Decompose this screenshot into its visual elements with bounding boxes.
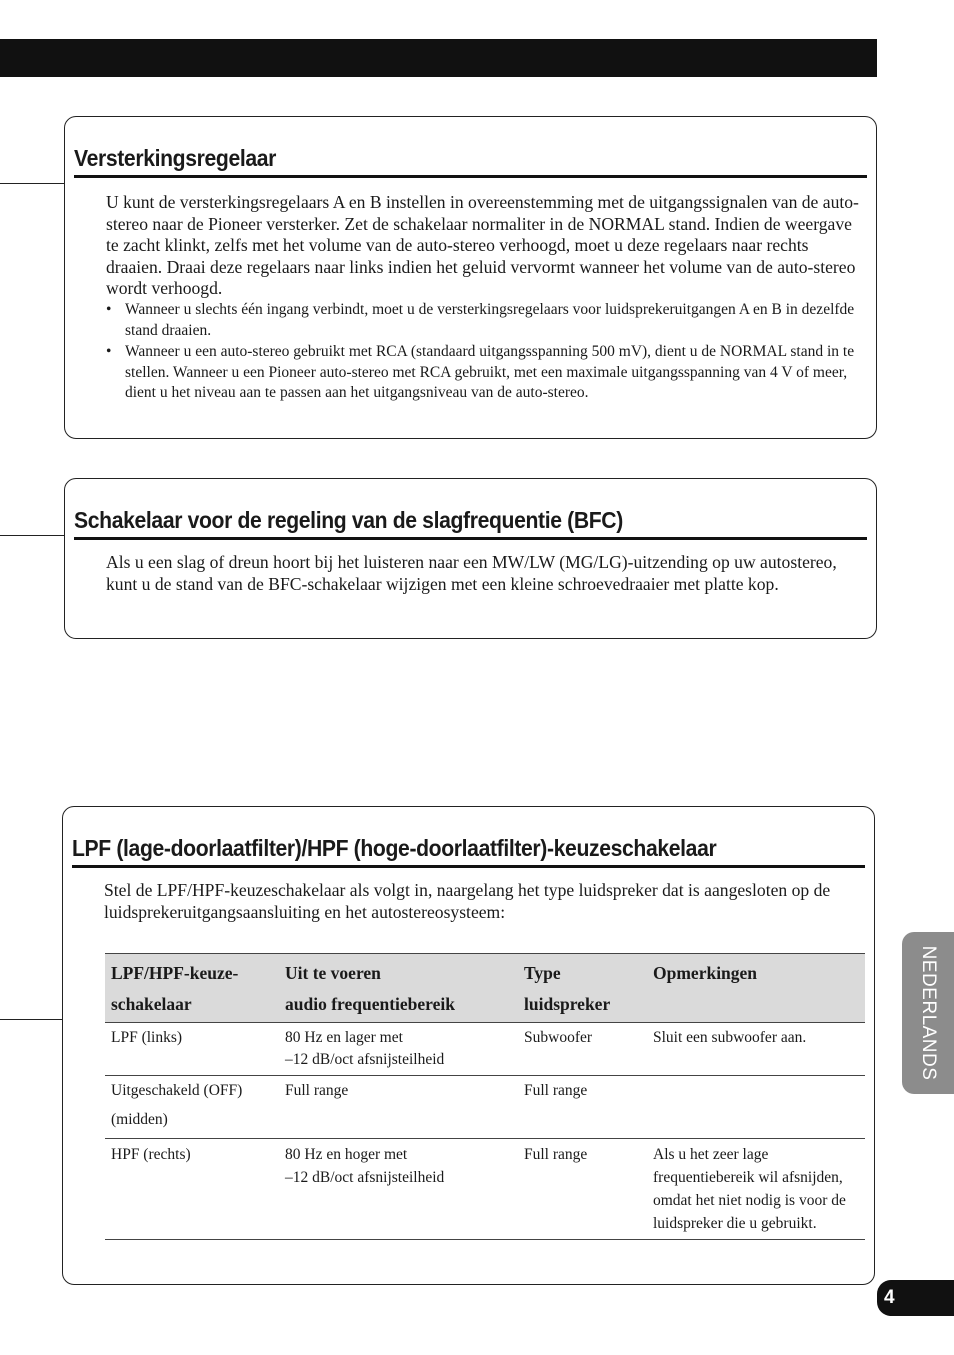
- table-row: [105, 1139, 865, 1240]
- section-bfc: [64, 478, 877, 639]
- table-cell: [647, 1076, 865, 1139]
- header-cell: LPF/HPF-keuze- schakelaar: [105, 954, 279, 1023]
- header-cell: Type luidspreker: [518, 954, 647, 1023]
- section-versterkingsregelaar: [64, 116, 877, 439]
- table-cell: Full range: [518, 1076, 647, 1139]
- table-cell: Full range: [279, 1076, 518, 1139]
- language-tab-label: NEDERLANDS: [918, 945, 939, 1081]
- language-tab: [902, 932, 954, 1094]
- table-cell: HPF (rechts): [105, 1139, 279, 1240]
- header-cell: Opmerkingen: [647, 954, 865, 1023]
- margin-line: [0, 535, 64, 536]
- spec-table: [105, 953, 865, 1240]
- table-row: [105, 1076, 865, 1139]
- header-cell: Uit te voeren audio frequentiebereik: [279, 954, 518, 1023]
- bullet-item: • Wanneer u een auto-stereo gebruikt met RCA (standaard uitgangsspanning 500 mV), dient u de NORMAL stand in te stellen. Wanneer u een Pioneer auto-stereo met RCA gebruikt, met een maximale uitgangsspanning van 4 V of meer, dient u het niveau aan te passen aan het uitgangsniveau van de auto-stereo.: [106, 342, 868, 404]
- table-cell: 80 Hz en hoger met –12 dB/oct afsnijsteilheid: [279, 1139, 518, 1240]
- table-row: [105, 1023, 865, 1076]
- section-title: LPF (lage-doorlaatfilter)/HPF (hoge-doorlaatfilter)-keuzeschakelaar: [72, 835, 717, 861]
- margin-line: [0, 1019, 62, 1020]
- section-paragraph: Stel de LPF/HPF-keuzeschakelaar als volgt in, naargelang het type luidspreker dat is aangesloten op de luidsprekeruitgangsaansluiting en het autostereosysteem:: [104, 880, 831, 922]
- table-cell: Uitgeschakeld (OFF) (midden): [105, 1076, 279, 1139]
- header-bar: [0, 39, 877, 77]
- table-cell: Subwoofer: [518, 1023, 647, 1076]
- table-header-row: [105, 954, 865, 1023]
- bullet-list: [106, 300, 868, 405]
- table-cell: Als u het zeer lage frequentiebereik wil afsnijden, omdat het niet nodig is voor de luidspreker die u gebruikt.: [647, 1139, 865, 1240]
- title-rule: [74, 537, 867, 540]
- table-cell: 80 Hz en lager met –12 dB/oct afsnijsteilheid: [279, 1023, 518, 1076]
- section-paragraph: U kunt de versterkingsregelaars A en B instellen in overeenstemming met de uitgangssignalen van de auto-stereo naar de Pioneer versterker. Zet de schakelaar normaliter in de NORMAL stand. Indien de weergave te zacht klinkt, zelfs met het volume van de auto-stereo verhoogd, moet u deze regelaars naar rechts draaien. Draai deze regelaars naar links indien het geluid vervormt wanneer het volume van de auto-stereo wordt verhoogd.: [106, 192, 859, 298]
- margin-line: [0, 183, 64, 184]
- table-cell: LPF (links): [105, 1023, 279, 1076]
- section-title: Versterkingsregelaar: [74, 145, 277, 171]
- section-lpf-hpf: [62, 806, 875, 1285]
- table-cell: Sluit een subwoofer aan.: [647, 1023, 865, 1076]
- title-rule: [74, 175, 867, 178]
- section-paragraph: Als u een slag of dreun hoort bij het luisteren naar een MW/LW (MG/LG)-uitzending op uw autostereo, kunt u de stand van de BFC-schakelaar wijzigen met een kleine schroevedraaier met platte kop.: [106, 552, 837, 594]
- table-cell: Full range: [518, 1139, 647, 1240]
- title-rule: [72, 865, 865, 868]
- bullet-item: • Wanneer u slechts één ingang verbindt, moet u de versterkingsregelaars voor luidsprekeruitgangen A en B in dezelfde stand draaien.: [106, 300, 868, 341]
- page-number: 4: [877, 1280, 954, 1316]
- section-title: Schakelaar voor de regeling van de slagfrequentie (BFC): [74, 507, 623, 533]
